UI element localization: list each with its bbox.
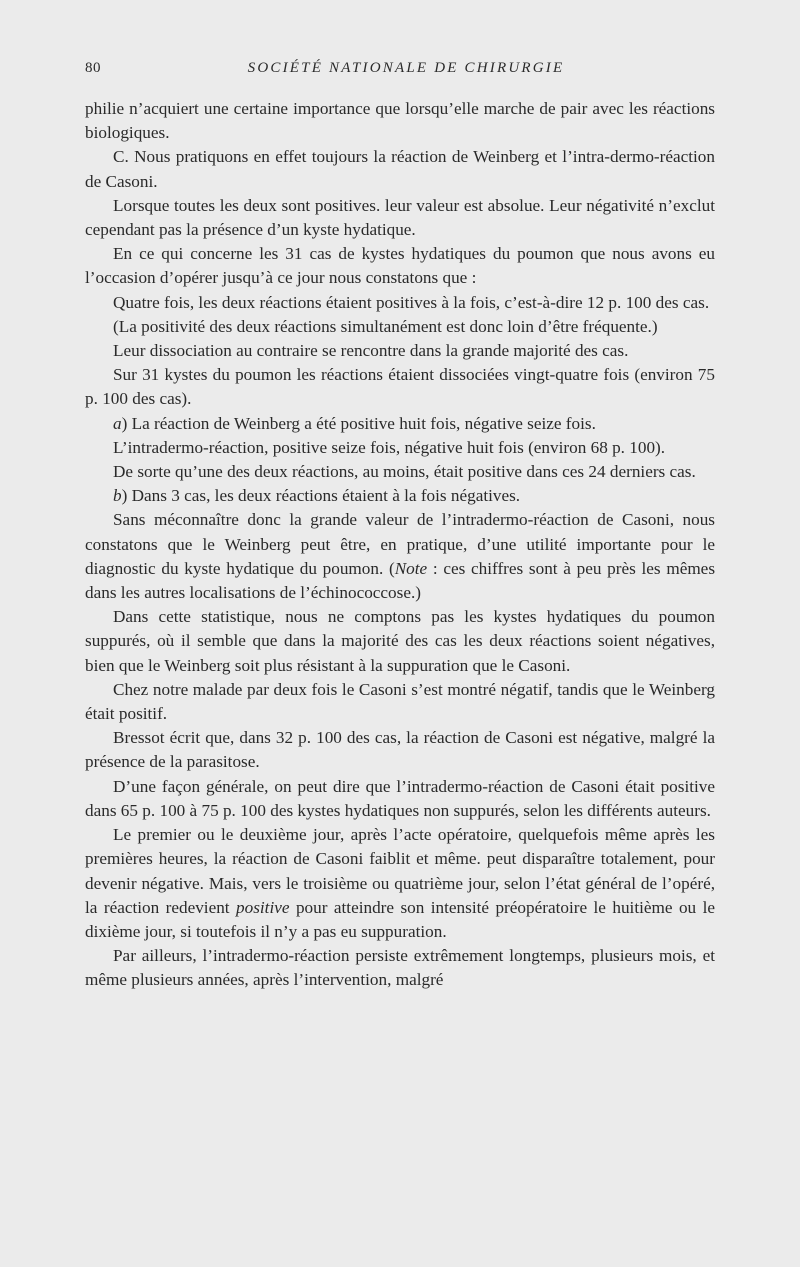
paragraph: De sorte qu’une des deux réactions, au moins, était positive dans ces 24 derniers cas. — [113, 462, 696, 482]
paragraph: D’une façon générale, on peut dire que l’intradermo-réaction de Casoni était positive dans 65 p. 100 à 75 p. 100 des kystes hydatiques non suppurés, selon les différents auteurs. — [85, 776, 715, 820]
paragraph: Bressot écrit que, dans 32 p. 100 des cas, la réaction de Casoni est négative, malgré la présence de la parasitose. — [85, 728, 715, 772]
paragraph-text: pour atteindre son intensité préopératoire le huitième ou le dixième jour, si toutefois il n’y a pas eu suppuration. — [85, 897, 715, 941]
paragraph-text: ) Dans 3 cas, les deux réactions étaient à la fois négatives. — [121, 486, 521, 506]
paragraph — [85, 823, 715, 944]
page-number: 80 — [85, 60, 101, 76]
paragraph: L’intradermo-réaction, positive seize fois, négative huit fois (environ 68 p. 100). — [113, 437, 666, 457]
paragraph-text: Sans méconnaître donc la grande valeur de l’intradermo-réaction de Casoni, nous constatons que le Weinberg peut être, en pratique, d’une utilité importante pour le diagnostic du kyste hydatique du poumon. ( — [85, 510, 715, 578]
list-marker: b — [113, 486, 122, 506]
paragraph: Sur 31 kystes du poumon les réactions étaient dissociées vingt-quatre fois (environ 75 p. 100 des cas). — [85, 365, 715, 409]
paragraph-text: ) La réaction de Weinberg a été positive huit fois, négative seize fois. — [121, 413, 596, 433]
paragraph: En ce qui concerne les 31 cas de kystes hydatiques du poumon que nous avons eu l’occasion d’opérer jusqu’à ce jour nous constatons que : — [85, 244, 715, 288]
page-header — [85, 60, 715, 84]
paragraph: Leur dissociation au contraire se rencontre dans la grande majorité des cas. — [113, 341, 629, 361]
paragraph: philie n’acquiert une certaine importance que lorsqu’elle marche de pair avec les réactions biologiques. — [85, 99, 715, 143]
paragraph: Lorsque toutes les deux sont positives. leur valeur est absolue. Leur négativité n’exclut cependant pas la présence d’un kyste hydatique. — [85, 195, 715, 240]
paragraph-text: : ces chiffres sont à peu près les mêmes dans les autres localisations de l’échinococcose.) — [85, 558, 716, 603]
paragraph: Par ailleurs, l’intradermo-réaction persiste extrêmement longtemps, plusieurs mois, et même plusieurs années, après l’intervention, malgré — [85, 946, 715, 990]
paragraph: C. Nous pratiquons en effet toujours la réaction de Weinberg et l’intra-dermo-réaction de Casoni. — [85, 147, 715, 191]
paragraph — [85, 508, 715, 605]
paragraph — [85, 484, 715, 508]
paragraph: Dans cette statistique, nous ne comptons pas les kystes hydatiques du poumon suppurés, où il semble que dans la majorité des cas les deux réactions soient négatives, bien que le Weinberg soit plus résistant à la suppuration que le Casoni. — [85, 607, 715, 675]
body-text — [85, 97, 715, 993]
paragraph: Chez notre malade par deux fois le Casoni s’est montré négatif, tandis que le Weinberg était positif. — [85, 679, 715, 724]
paragraph: (La positivité des deux réactions simultanément est donc loin d’être fréquente.) — [113, 316, 658, 336]
paragraph: Quatre fois, les deux réactions étaient positives à la fois, c’est-à-dire 12 p. 100 des cas. — [113, 292, 710, 312]
emphasis: positive — [236, 897, 290, 917]
note-label: Note — [394, 558, 428, 578]
paragraph-text: Le premier ou le deuxième jour, après l’acte opératoire, quelquefois même après les premières heures, la réaction de Casoni faiblit et même. peut disparaître totalement, pour devenir négative. Mais, vers le troisième ou quatrième jour, selon l’état général de l’opéré, la réaction redevient — [85, 825, 715, 917]
running-title: SOCIÉTÉ NATIONALE DE CHIRURGIE — [247, 60, 565, 76]
paragraph — [85, 412, 715, 436]
list-marker: a — [113, 413, 122, 433]
